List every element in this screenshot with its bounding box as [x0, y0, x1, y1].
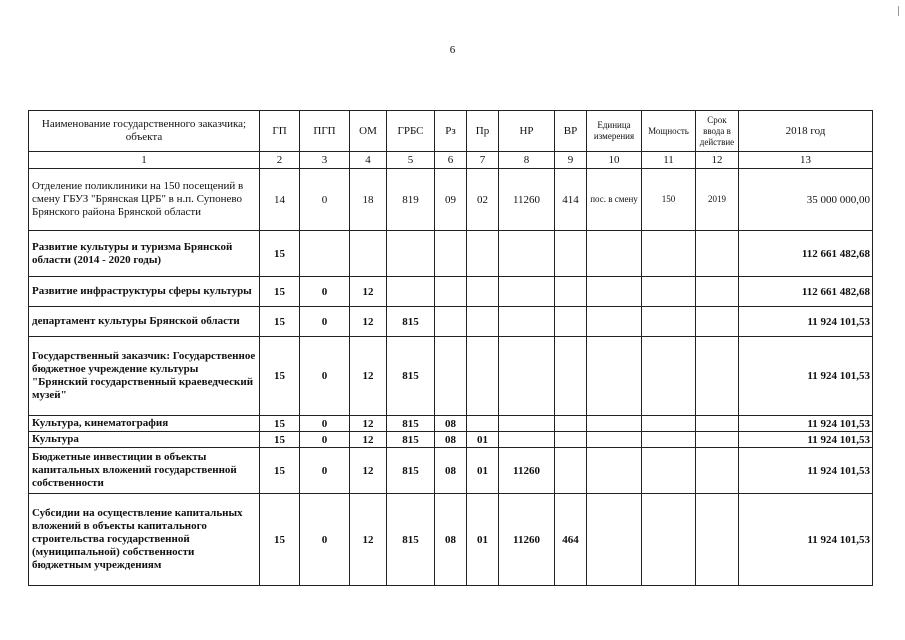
cell-capacity	[642, 337, 696, 416]
cell-grbs: 819	[387, 169, 435, 231]
cell-rz: 08	[435, 494, 467, 586]
cell-pr: 01	[467, 448, 499, 494]
header-term: Срок ввода в действие	[696, 111, 739, 152]
cell-name: Государственный заказчик: Государственное бюджетное учреждение культуры "Брянский государственный краеведческий музей"	[29, 337, 260, 416]
cell-nr	[499, 432, 555, 448]
cell-capacity	[642, 277, 696, 307]
cell-name: Культура, кинематография	[29, 416, 260, 432]
cell-om: 12	[350, 494, 387, 586]
cell-om	[350, 231, 387, 277]
cell-term	[696, 494, 739, 586]
column-number: 4	[350, 152, 387, 169]
table-row	[29, 448, 873, 494]
table-row	[29, 277, 873, 307]
cell-ppgp: 0	[300, 277, 350, 307]
cell-amount: 35 000 000,00	[739, 169, 873, 231]
cell-nr: 11260	[499, 494, 555, 586]
cell-nr	[499, 307, 555, 337]
table-row	[29, 416, 873, 432]
header-pr: Пр	[467, 111, 499, 152]
cell-amount: 11 924 101,53	[739, 432, 873, 448]
column-number: 12	[696, 152, 739, 169]
cell-ppgp: 0	[300, 416, 350, 432]
cell-capacity: 150	[642, 169, 696, 231]
cell-nr: 11260	[499, 448, 555, 494]
cell-unit	[587, 277, 642, 307]
column-number: 1	[29, 152, 260, 169]
header-year: 2018 год	[739, 111, 873, 152]
cell-capacity	[642, 432, 696, 448]
column-number: 9	[555, 152, 587, 169]
cell-name: Субсидии на осуществление капитальных вложений в объекты капитального строительства государственной (муниципальной) собственности бюджетным учреждениям	[29, 494, 260, 586]
table-row	[29, 337, 873, 416]
column-number: 8	[499, 152, 555, 169]
column-number: 11	[642, 152, 696, 169]
cell-nr	[499, 231, 555, 277]
cell-rz	[435, 231, 467, 277]
cell-capacity	[642, 416, 696, 432]
cell-pr: 01	[467, 432, 499, 448]
cell-unit	[587, 432, 642, 448]
cell-term: 2019	[696, 169, 739, 231]
column-number: 2	[260, 152, 300, 169]
cell-vr	[555, 416, 587, 432]
cell-amount: 11 924 101,53	[739, 307, 873, 337]
cell-gp: 15	[260, 494, 300, 586]
cell-om: 12	[350, 307, 387, 337]
table-row	[29, 494, 873, 586]
cell-capacity	[642, 448, 696, 494]
cell-rz	[435, 307, 467, 337]
cell-grbs: 815	[387, 337, 435, 416]
table-body	[29, 152, 873, 586]
cell-om: 12	[350, 277, 387, 307]
cell-om: 18	[350, 169, 387, 231]
cell-amount: 112 661 482,68	[739, 231, 873, 277]
cell-vr: 464	[555, 494, 587, 586]
cell-nr	[499, 416, 555, 432]
cell-amount: 11 924 101,53	[739, 337, 873, 416]
cell-amount: 11 924 101,53	[739, 494, 873, 586]
cell-term	[696, 337, 739, 416]
cell-om: 12	[350, 448, 387, 494]
cell-term	[696, 307, 739, 337]
cell-name: Культура	[29, 432, 260, 448]
cell-unit	[587, 231, 642, 277]
cell-vr	[555, 231, 587, 277]
cell-amount: 11 924 101,53	[739, 416, 873, 432]
cell-gp: 15	[260, 307, 300, 337]
column-number: 5	[387, 152, 435, 169]
header-rz: Рз	[435, 111, 467, 152]
cell-vr: 414	[555, 169, 587, 231]
cell-term	[696, 277, 739, 307]
column-number: 6	[435, 152, 467, 169]
cell-ppgp: 0	[300, 432, 350, 448]
cell-ppgp: 0	[300, 448, 350, 494]
header-grbs: ГРБС	[387, 111, 435, 152]
table-row	[29, 432, 873, 448]
cell-pr	[467, 277, 499, 307]
cell-grbs: 815	[387, 307, 435, 337]
cell-name: департамент культуры Брянской области	[29, 307, 260, 337]
header-om: ОМ	[350, 111, 387, 152]
header-unit: Единица измерения	[587, 111, 642, 152]
cell-ppgp: 0	[300, 169, 350, 231]
cell-unit	[587, 494, 642, 586]
cell-name: Бюджетные инвестиции в объекты капитальных вложений государственной собственности	[29, 448, 260, 494]
cell-rz: 08	[435, 432, 467, 448]
cell-pr	[467, 416, 499, 432]
cell-gp: 15	[260, 277, 300, 307]
scan-edge-mark	[898, 6, 899, 16]
cell-term	[696, 416, 739, 432]
budget-table	[28, 110, 873, 586]
table-row	[29, 231, 873, 277]
cell-term	[696, 432, 739, 448]
cell-nr	[499, 337, 555, 416]
cell-gp: 15	[260, 432, 300, 448]
header-vr: ВР	[555, 111, 587, 152]
cell-gp: 15	[260, 231, 300, 277]
cell-unit	[587, 448, 642, 494]
cell-unit	[587, 307, 642, 337]
cell-grbs	[387, 277, 435, 307]
cell-om: 12	[350, 337, 387, 416]
column-number: 7	[467, 152, 499, 169]
cell-gp: 14	[260, 169, 300, 231]
cell-term	[696, 448, 739, 494]
column-number-row	[29, 152, 873, 169]
cell-unit	[587, 416, 642, 432]
cell-vr	[555, 448, 587, 494]
cell-grbs	[387, 231, 435, 277]
cell-rz: 09	[435, 169, 467, 231]
cell-amount: 11 924 101,53	[739, 448, 873, 494]
cell-pr	[467, 307, 499, 337]
cell-unit	[587, 337, 642, 416]
cell-gp: 15	[260, 416, 300, 432]
cell-vr	[555, 277, 587, 307]
header-row	[29, 111, 873, 152]
table-row	[29, 169, 873, 231]
cell-pr: 02	[467, 169, 499, 231]
cell-ppgp	[300, 231, 350, 277]
cell-name: Развитие инфраструктуры сферы культуры	[29, 277, 260, 307]
cell-capacity	[642, 494, 696, 586]
cell-ppgp: 0	[300, 494, 350, 586]
cell-grbs: 815	[387, 448, 435, 494]
cell-unit: пос. в смену	[587, 169, 642, 231]
column-number: 3	[300, 152, 350, 169]
cell-capacity	[642, 231, 696, 277]
header-gp: ГП	[260, 111, 300, 152]
cell-name: Развитие культуры и туризма Брянской области (2014 - 2020 годы)	[29, 231, 260, 277]
cell-rz: 08	[435, 448, 467, 494]
cell-rz: 08	[435, 416, 467, 432]
cell-amount: 112 661 482,68	[739, 277, 873, 307]
cell-nr	[499, 277, 555, 307]
cell-om: 12	[350, 432, 387, 448]
cell-term	[696, 231, 739, 277]
column-number: 10	[587, 152, 642, 169]
cell-vr	[555, 432, 587, 448]
header-capacity: Мощность	[642, 111, 696, 152]
cell-grbs: 815	[387, 416, 435, 432]
header-ppgp: ПГП	[300, 111, 350, 152]
cell-ppgp: 0	[300, 307, 350, 337]
cell-vr	[555, 337, 587, 416]
cell-pr	[467, 337, 499, 416]
cell-gp: 15	[260, 337, 300, 416]
column-number: 13	[739, 152, 873, 169]
cell-rz	[435, 277, 467, 307]
cell-grbs: 815	[387, 432, 435, 448]
cell-pr	[467, 231, 499, 277]
cell-rz	[435, 337, 467, 416]
cell-name: Отделение поликлиники на 150 посещений в смену ГБУЗ "Брянская ЦРБ" в н.п. Супонево Брянского района Брянской области	[29, 169, 260, 231]
cell-vr	[555, 307, 587, 337]
table-row	[29, 307, 873, 337]
cell-om: 12	[350, 416, 387, 432]
cell-nr: 11260	[499, 169, 555, 231]
cell-grbs: 815	[387, 494, 435, 586]
header-nr: НР	[499, 111, 555, 152]
page-number: 6	[449, 44, 456, 56]
cell-pr: 01	[467, 494, 499, 586]
header-name: Наименование государственного заказчика; объекта	[29, 111, 260, 152]
cell-gp: 15	[260, 448, 300, 494]
cell-ppgp: 0	[300, 337, 350, 416]
cell-capacity	[642, 307, 696, 337]
